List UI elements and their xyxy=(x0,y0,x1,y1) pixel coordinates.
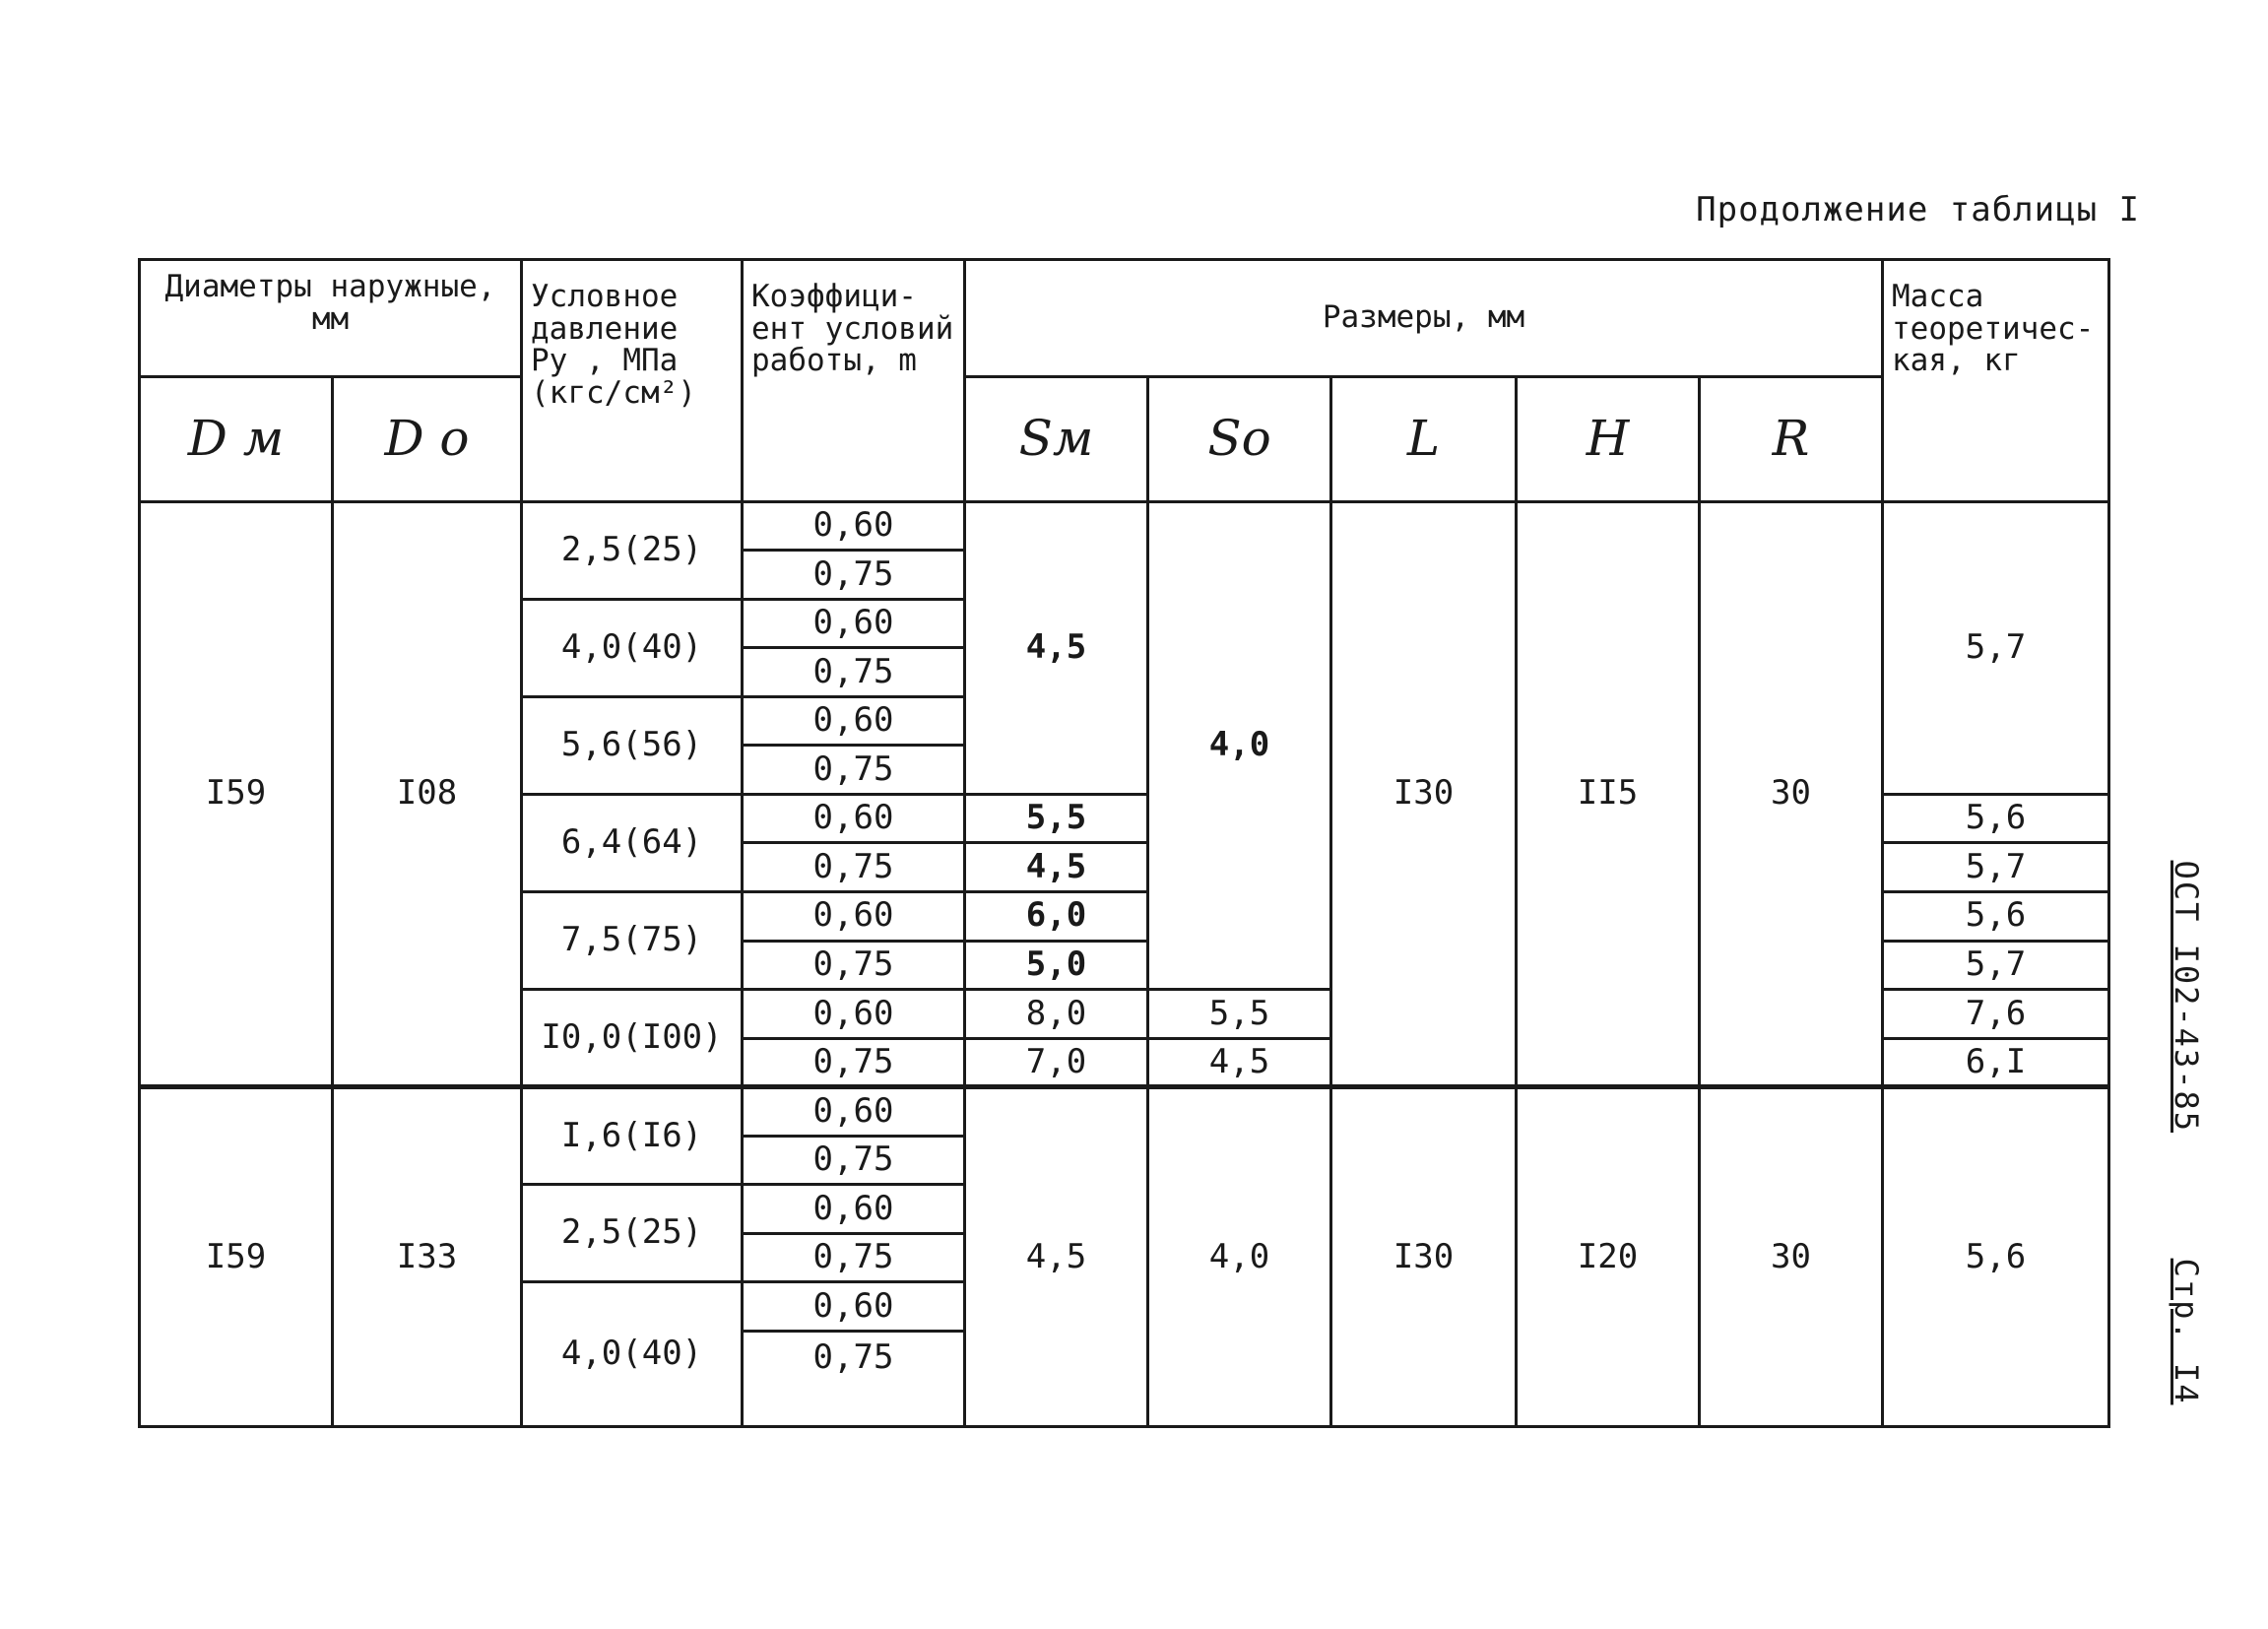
header-sm: Sм xyxy=(965,376,1148,501)
cell-sm: 5,0 xyxy=(965,941,1148,990)
cell-coef: 0,60 xyxy=(743,891,965,941)
cell-coef: 0,75 xyxy=(743,746,965,795)
header-so: Sо xyxy=(1148,376,1331,501)
page-number: Стр. I4 xyxy=(2168,1258,2205,1405)
cell-do: I33 xyxy=(333,1087,522,1427)
cell-coef: 0,75 xyxy=(743,648,965,697)
cell-pressure: 6,4(64) xyxy=(522,794,743,891)
cell-sm: 4,5 xyxy=(965,843,1148,892)
cell-pressure: 2,5(25) xyxy=(522,501,743,599)
cell-r: 30 xyxy=(1700,1087,1883,1427)
cell-mass: 5,7 xyxy=(1883,501,2109,794)
cell-pressure: 5,6(56) xyxy=(522,696,743,794)
cell-mass: 5,6 xyxy=(1883,794,2109,843)
header-mass: Масса теоретичес-кая, кг xyxy=(1883,260,2109,502)
cell-so: 5,5 xyxy=(1148,990,1331,1039)
cell-coef: 0,60 xyxy=(743,794,965,843)
cell-coef: 0,60 xyxy=(743,1185,965,1234)
side-label xyxy=(2157,860,2216,1405)
table-caption: Продолжение таблицы I xyxy=(1696,190,2140,229)
header-dm: D м xyxy=(140,376,333,501)
cell-coef: 0,75 xyxy=(743,551,965,600)
header-h: H xyxy=(1517,376,1700,501)
cell-do: I08 xyxy=(333,501,522,1087)
header-coefficient: Коэффици-ент условий работы, m xyxy=(743,260,965,502)
cell-mass: 7,6 xyxy=(1883,990,2109,1039)
cell-coef: 0,75 xyxy=(743,1038,965,1087)
cell-mass: 6,I xyxy=(1883,1038,2109,1087)
cell-dm: I59 xyxy=(140,1087,333,1427)
header-diameters: Диаметры наружные, мм xyxy=(140,260,522,377)
header-l: L xyxy=(1331,376,1517,501)
cell-sm: 4,5 xyxy=(965,1087,1148,1427)
cell-mass: 5,7 xyxy=(1883,941,2109,990)
cell-coef: 0,60 xyxy=(743,1087,965,1137)
cell-coef: 0,60 xyxy=(743,501,965,551)
cell-coef: 0,75 xyxy=(743,1233,965,1282)
cell-so: 4,5 xyxy=(1148,1038,1331,1087)
standard-number: ОСТ I02-43-85 xyxy=(2168,860,2205,1133)
cell-sm: 4,5 xyxy=(965,501,1148,794)
cell-l: I30 xyxy=(1331,1087,1517,1427)
cell-sm: 7,0 xyxy=(965,1038,1148,1087)
cell-r: 30 xyxy=(1700,501,1883,1087)
cell-mass: 5,6 xyxy=(1883,1087,2109,1427)
cell-pressure: 4,0(40) xyxy=(522,599,743,696)
cell-so: 4,0 xyxy=(1148,501,1331,989)
header-r: R xyxy=(1700,376,1883,501)
data-table xyxy=(138,258,2110,1428)
cell-l: I30 xyxy=(1331,501,1517,1087)
cell-pressure: I,6(I6) xyxy=(522,1087,743,1185)
cell-coef: 0,60 xyxy=(743,599,965,648)
cell-coef: 0,75 xyxy=(743,843,965,892)
header-pressure: Условное давление Pу , МПа (кгс/см²) xyxy=(522,260,743,502)
header-sizes: Размеры, мм xyxy=(965,260,1883,377)
cell-mass: 5,6 xyxy=(1883,891,2109,941)
cell-pressure: 2,5(25) xyxy=(522,1185,743,1282)
cell-coef: 0,60 xyxy=(743,696,965,746)
cell-h: I20 xyxy=(1517,1087,1700,1427)
cell-coef: 0,60 xyxy=(743,1282,965,1332)
cell-dm: I59 xyxy=(140,501,333,1087)
cell-pressure: 4,0(40) xyxy=(522,1282,743,1427)
cell-sm: 8,0 xyxy=(965,990,1148,1039)
cell-sm: 6,0 xyxy=(965,891,1148,941)
cell-pressure: 7,5(75) xyxy=(522,891,743,989)
cell-coef: 0,75 xyxy=(743,1331,965,1426)
cell-h: II5 xyxy=(1517,501,1700,1087)
cell-coef: 0,60 xyxy=(743,990,965,1039)
cell-so: 4,0 xyxy=(1148,1087,1331,1427)
cell-coef: 0,75 xyxy=(743,1136,965,1185)
cell-sm: 5,5 xyxy=(965,794,1148,843)
cell-mass: 5,7 xyxy=(1883,843,2109,892)
header-do: D о xyxy=(333,376,522,501)
cell-coef: 0,75 xyxy=(743,941,965,990)
cell-pressure: I0,0(I00) xyxy=(522,990,743,1087)
